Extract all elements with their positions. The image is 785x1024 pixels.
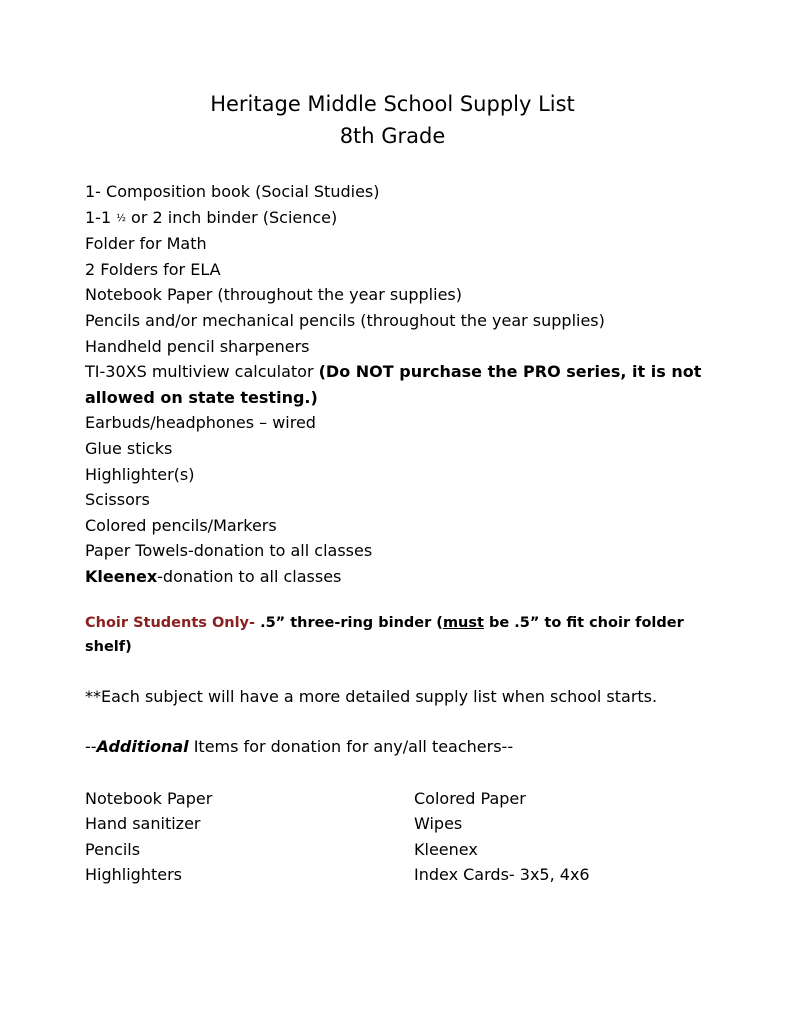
list-item: Index Cards- 3x5, 4x6 xyxy=(414,864,590,884)
choir-text-a: .5” three-ring binder ( xyxy=(255,615,443,631)
list-item: Pencils and/or mechanical pencils (throughout the year supplies) xyxy=(85,310,605,330)
supply-list xyxy=(85,179,725,590)
binder-fraction: ½ xyxy=(116,212,126,224)
list-item: Kleenex xyxy=(414,839,478,859)
title-block xyxy=(0,88,785,152)
kleenex-rest: -donation to all classes xyxy=(157,566,342,586)
choir-text-b: be .5” to fit choir folder shelf) xyxy=(85,615,684,655)
page-title: Heritage Middle School Supply List xyxy=(210,92,575,116)
list-item: Colored Paper xyxy=(414,789,526,808)
list-item: Colored pencils/Markers xyxy=(85,515,277,535)
donation-heading xyxy=(85,734,745,760)
list-item: Notebook Paper xyxy=(85,789,213,808)
detail-note: **Each subject will have a more detailed supply list when school starts. xyxy=(85,687,658,706)
list-item: Highlighters xyxy=(85,864,182,884)
choir-must: must xyxy=(442,615,484,631)
list-item xyxy=(85,205,725,232)
list-item: Notebook Paper (throughout the year supplies) xyxy=(85,285,462,305)
kleenex-bold: Kleenex xyxy=(85,566,158,586)
binder-prefix: 1-1 xyxy=(85,207,112,227)
calculator-warning: (Do NOT purchase the PRO series, it is not allowed on state testing.) xyxy=(85,362,702,407)
list-item: Wipes xyxy=(414,814,463,834)
list-item: Glue sticks xyxy=(85,438,173,458)
list-item: Folder for Math xyxy=(85,234,207,254)
choir-label: Choir Students Only- xyxy=(85,615,256,631)
donation-emphasis: Additional xyxy=(96,737,189,756)
choir-note xyxy=(85,611,725,659)
list-item xyxy=(85,359,725,410)
list-item: Handheld pencil sharpeners xyxy=(85,336,310,356)
list-item: 2 Folders for ELA xyxy=(85,259,221,279)
donation-suffix: Items for donation for any/all teachers-- xyxy=(188,737,514,756)
donation-list-left xyxy=(85,786,212,887)
binder-suffix: or 2 inch binder (Science) xyxy=(125,207,338,227)
grade-subtitle: 8th Grade xyxy=(339,124,446,148)
list-item: Hand sanitizer xyxy=(85,814,201,834)
list-item xyxy=(85,564,725,590)
list-item: Scissors xyxy=(85,490,150,510)
list-item: Paper Towels-donation to all classes xyxy=(85,541,373,561)
donation-list-right xyxy=(414,786,590,887)
list-item: Pencils xyxy=(85,839,141,859)
list-item: 1- Composition book (Social Studies) xyxy=(85,182,380,201)
list-item: Highlighter(s) xyxy=(85,464,195,484)
list-item: Earbuds/headphones – wired xyxy=(85,413,316,433)
calculator-text: TI-30XS multiview calculator xyxy=(85,362,319,382)
donation-prefix: -- xyxy=(85,737,97,756)
